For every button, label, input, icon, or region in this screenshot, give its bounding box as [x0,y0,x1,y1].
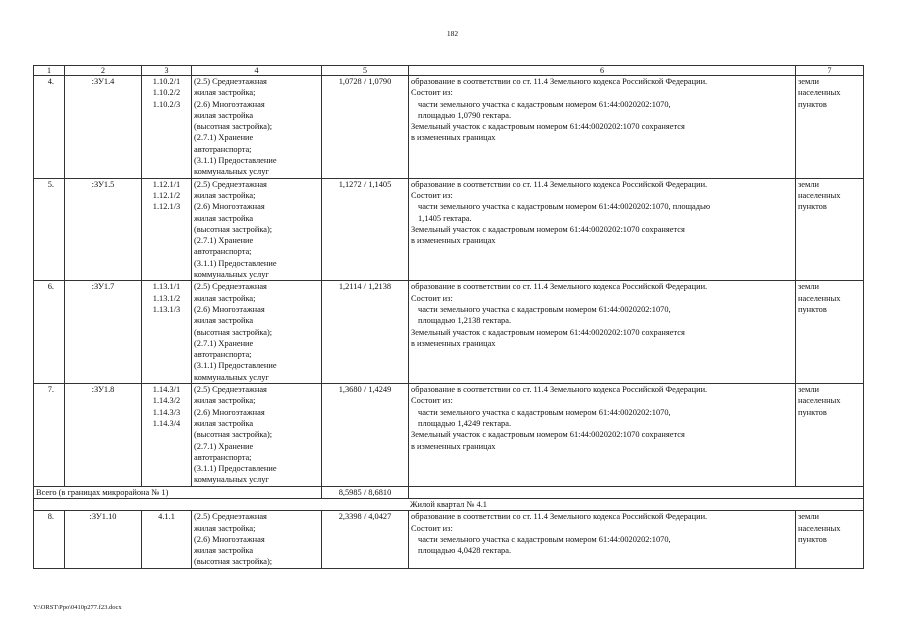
description-line: образование в соответствии со ст. 11.4 Земельного кодекса Российской Федерации. [411,282,708,292]
description-line: Состоит из: [411,396,453,406]
plot-code: :ЗУ1.5 [65,178,142,281]
permitted-use-line: (2.6) Многоэтажная [194,304,265,314]
quarter-title: Жилой квартал № 4.1 [34,498,864,510]
description-line: образование в соответствии со ст. 11.4 Земельного кодекса Российской Федерации. [411,512,708,522]
permitted-use-line: (2.5) Среднеэтажная [194,282,267,292]
permitted-use-line: (2.7.1) Хранение [194,133,254,143]
plot-code: :ЗУ1.10 [65,511,142,568]
description-line: в измененных границах [411,441,496,451]
description-line: Состоит из: [411,523,453,533]
description-line: в измененных границах [411,133,496,143]
row-number: 4. [34,76,65,179]
total-row [34,486,864,498]
header-cell: 6 [409,66,796,76]
description-line: Состоит из: [411,88,453,98]
land-category-line: населенных [798,396,841,406]
header-cell: 3 [142,66,192,76]
description-line: части земельного участка с кадастровым номером 61:44:0020202:1070, [418,407,671,417]
source-parts [142,384,192,487]
permitted-use [192,511,322,568]
permitted-use-line: (2.7.1) Хранение [194,338,254,348]
row-number: 8. [34,511,65,568]
permitted-use [192,384,322,487]
permitted-use-line: жилая застройка [194,546,254,556]
land-category-line: населенных [798,523,841,533]
table-row [34,511,864,568]
permitted-use-line: (2.6) Многоэтажная [194,534,265,544]
formation-description [409,511,796,568]
land-category [796,511,864,568]
source-part-line: 1.10.2/3 [152,99,181,109]
permitted-use-line: автотранспорта; [194,247,252,257]
permitted-use-line: коммунальных услуг [194,475,269,485]
permitted-use-line: (2.5) Среднеэтажная [194,512,267,522]
description-line: Земельный участок с кадастровым номером 61:44:0020202:1070 сохраняется [411,430,685,440]
permitted-use-line: (высотная застройка); [194,557,273,567]
permitted-use [192,76,322,179]
total-empty [409,486,864,498]
source-part-line: 1.14.3/1 [152,385,181,395]
source-parts [142,178,192,281]
source-part-line: 1.12.1/1 [152,179,181,189]
source-part-line: 1.12.1/3 [152,202,181,212]
land-category-line: пунктов [798,202,827,212]
header-cell: 2 [65,66,142,76]
land-category-line: земли [798,282,819,292]
header-cell: 7 [796,66,864,76]
description-line: Земельный участок с кадастровым номером 61:44:0020202:1070 сохраняется [411,224,685,234]
formation-description [409,384,796,487]
permitted-use [192,281,322,384]
row-number: 6. [34,281,65,384]
description-line: Земельный участок с кадастровым номером 61:44:0020202:1070 сохраняется [411,122,685,132]
source-part-line: 1.10.2/2 [152,88,181,98]
source-parts [142,281,192,384]
header-cell: 5 [322,66,409,76]
source-part-line: 1.14.3/4 [152,418,181,428]
formation-description [409,178,796,281]
description-line: Состоит из: [411,293,453,303]
table-row [34,384,864,487]
permitted-use-line: (2.7.1) Хранение [194,236,254,246]
source-part-line: 1.10.2/1 [152,77,181,86]
permitted-use-line: (2.7.1) Хранение [194,441,254,451]
permitted-use-line: (высотная застройка); [194,122,273,132]
plot-area: 1,0728 / 1,0790 [322,76,409,179]
land-category-line: земли [798,385,819,395]
description-line: в измененных границах [411,236,496,246]
description-line: части земельного участка с кадастровым номером 61:44:0020202:1070, [418,304,671,314]
table-row [34,76,864,179]
description-line: площадью 1,0790 гектара. [418,110,512,120]
permitted-use-line: (высотная застройка); [194,224,273,234]
row-number: 5. [34,178,65,281]
plot-area: 2,3398 / 4,0427 [322,511,409,568]
permitted-use-line: (2.6) Многоэтажная [194,407,265,417]
permitted-use-line: жилая застройка; [194,88,256,98]
source-part-line: 1.13.1/3 [152,304,181,314]
permitted-use-line: жилая застройка [194,418,254,428]
row-number: 7. [34,384,65,487]
permitted-use-line: (2.5) Среднеэтажная [194,77,267,86]
header-cell: 1 [34,66,65,76]
land-plots-table [33,65,864,569]
description-line: образование в соответствии со ст. 11.4 Земельного кодекса Российской Федерации. [411,77,708,86]
description-line: образование в соответствии со ст. 11.4 Земельного кодекса Российской Федерации. [411,179,708,189]
plot-area: 1,2114 / 1,2138 [322,281,409,384]
permitted-use-line: коммунальных услуг [194,167,269,177]
permitted-use-line: (высотная застройка); [194,430,273,440]
source-part-line: 1.14.3/3 [152,407,181,417]
land-category-line: пунктов [798,99,827,109]
permitted-use-line: жилая застройка [194,316,254,326]
plot-area: 1,1272 / 1,1405 [322,178,409,281]
land-category-line: земли [798,77,819,86]
permitted-use-line: жилая застройка; [194,523,256,533]
permitted-use-line: автотранспорта; [194,144,252,154]
plot-code: :ЗУ1.7 [65,281,142,384]
land-category-line: пунктов [798,304,827,314]
section-row [34,498,864,510]
land-category [796,281,864,384]
land-category-line: пунктов [798,407,827,417]
formation-description [409,76,796,179]
page-number: 182 [446,29,459,38]
description-line: части земельного участка с кадастровым номером 61:44:0020202:1070, площадью [418,202,711,212]
source-parts [142,511,192,568]
land-category-line: населенных [798,190,841,200]
land-category-line: земли [798,512,819,522]
permitted-use-line: (2.5) Среднеэтажная [194,179,267,189]
permitted-use-line: коммунальных услуг [194,372,269,382]
description-line: площадью 4,0428 гектара. [418,546,512,556]
description-line: части земельного участка с кадастровым номером 61:44:0020202:1070, [418,99,671,109]
source-part-line: 1.13.1/1 [152,282,181,292]
permitted-use-line: жилая застройка; [194,190,256,200]
plot-area: 1,3680 / 1,4249 [322,384,409,487]
header-row [34,66,864,76]
description-line: площадью 1,2138 гектара. [418,316,512,326]
description-line: Состоит из: [411,190,453,200]
permitted-use-line: жилая застройка; [194,293,256,303]
description-line: части земельного участка с кадастровым номером 61:44:0020202:1070, [418,534,671,544]
plot-code: :ЗУ1.8 [65,384,142,487]
permitted-use-line: (3.1.1) Предоставление [194,156,277,166]
plot-code: :ЗУ1.4 [65,76,142,179]
source-part-line: 1.14.3/2 [152,396,181,406]
source-part-line: 4.1.1 [158,512,175,522]
description-line: 1,1405 гектара. [418,213,472,223]
permitted-use-line: (2.6) Многоэтажная [194,99,265,109]
source-part-line: 1.13.1/2 [152,293,181,303]
description-line: площадью 1,4249 гектара. [418,418,512,428]
permitted-use-line: (высотная застройка); [194,327,273,337]
land-category-line: населенных [798,88,841,98]
land-category [796,384,864,487]
description-line: Земельный участок с кадастровым номером 61:44:0020202:1070 сохраняется [411,327,685,337]
land-category [796,76,864,179]
header-cell: 4 [192,66,322,76]
source-parts [142,76,192,179]
land-category-line: пунктов [798,534,827,544]
permitted-use-line: автотранспорта; [194,452,252,462]
formation-description [409,281,796,384]
permitted-use-line: (2.6) Многоэтажная [194,202,265,212]
total-area: 8,5985 / 8,6810 [322,486,409,498]
permitted-use-line: (3.1.1) Предоставление [194,258,277,268]
permitted-use-line: жилая застройка; [194,396,256,406]
permitted-use-line: (3.1.1) Предоставление [194,361,277,371]
table-row [34,281,864,384]
permitted-use [192,178,322,281]
file-path-footer: Y:\ORST\Ppo\0410p277.f23.docx [33,604,122,611]
permitted-use-line: коммунальных услуг [194,270,269,280]
description-line: образование в соответствии со ст. 11.4 Земельного кодекса Российской Федерации. [411,385,708,395]
total-label: Всего (в границах микрорайона № 1) [34,486,322,498]
permitted-use-line: автотранспорта; [194,350,252,360]
permitted-use-line: жилая застройка [194,110,254,120]
permitted-use-line: жилая застройка [194,213,254,223]
land-category-line: земли [798,179,819,189]
land-category [796,178,864,281]
description-line: в измененных границах [411,338,496,348]
permitted-use-line: (2.5) Среднеэтажная [194,385,267,395]
land-category-line: населенных [798,293,841,303]
source-part-line: 1.12.1/2 [152,190,181,200]
permitted-use-line: (3.1.1) Предоставление [194,464,277,474]
table-row [34,178,864,281]
